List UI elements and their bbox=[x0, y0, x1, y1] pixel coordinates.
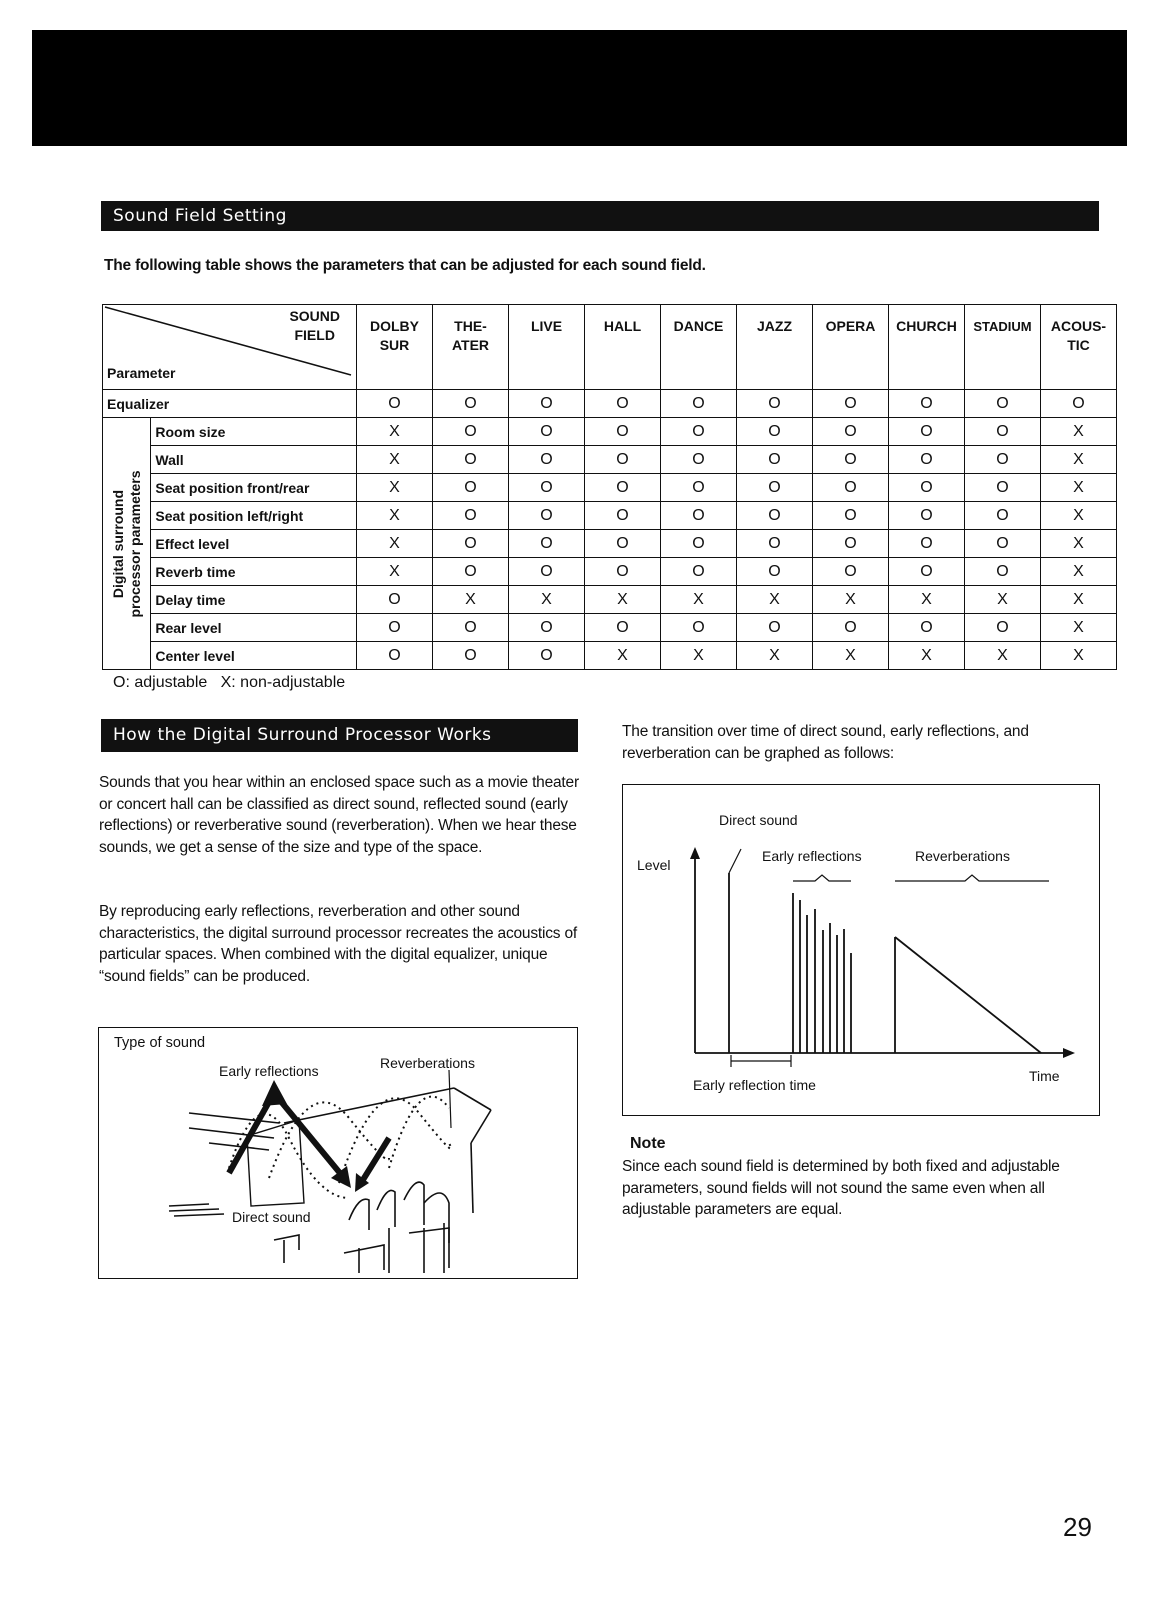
group-label-cell bbox=[103, 418, 151, 670]
cell-value: X bbox=[661, 586, 737, 614]
corner-parameter-label: Parameter bbox=[107, 365, 176, 381]
sound-field-parameter-table bbox=[102, 304, 1117, 670]
table-row bbox=[103, 474, 1117, 502]
cell-value: X bbox=[357, 446, 433, 474]
cell-value: O bbox=[737, 530, 813, 558]
group-label: Digital surround processor parameters bbox=[109, 469, 143, 618]
cell-value: O bbox=[585, 614, 661, 642]
cell-value: X bbox=[737, 642, 813, 670]
row-label: Rear level bbox=[151, 614, 357, 642]
cell-value: O bbox=[813, 418, 889, 446]
cell-value: X bbox=[737, 586, 813, 614]
cell-value: X bbox=[1041, 418, 1117, 446]
cell-value: O bbox=[1041, 390, 1117, 418]
cell-value: X bbox=[813, 642, 889, 670]
cell-value: O bbox=[737, 390, 813, 418]
table-row bbox=[103, 614, 1117, 642]
table-row bbox=[103, 642, 1117, 670]
cell-value: O bbox=[889, 474, 965, 502]
col-header: DOLBY SUR bbox=[357, 305, 433, 390]
figure-sound-transition-graph bbox=[622, 784, 1100, 1116]
paragraph-sound-types: Sounds that you hear within an enclosed space such as a movie theater or concert hall can be classified as direct sound, reflected sound (early reflections) or reverberative sound (reverberation). When we hear these sounds, we get a sense of the size and type of the space. bbox=[99, 774, 579, 856]
cell-value: O bbox=[661, 502, 737, 530]
cell-value: X bbox=[509, 586, 585, 614]
row-label: Seat position left/right bbox=[151, 502, 357, 530]
cell-value: X bbox=[357, 558, 433, 586]
cell-value: O bbox=[509, 558, 585, 586]
cell-value: O bbox=[585, 390, 661, 418]
cell-value: O bbox=[737, 446, 813, 474]
row-label: Effect level bbox=[151, 530, 357, 558]
cell-value: O bbox=[813, 474, 889, 502]
col-header: CHURCH bbox=[889, 305, 965, 390]
cell-value: O bbox=[433, 558, 509, 586]
cell-value: O bbox=[661, 418, 737, 446]
cell-value: O bbox=[661, 558, 737, 586]
cell-value: X bbox=[1041, 558, 1117, 586]
section-header-sound-field: Sound Field Setting bbox=[101, 201, 1099, 231]
cell-value: O bbox=[661, 530, 737, 558]
cell-value: O bbox=[813, 502, 889, 530]
cell-value: O bbox=[965, 530, 1041, 558]
table-header-row bbox=[103, 305, 1117, 390]
room-illustration bbox=[99, 1028, 577, 1278]
cell-value: X bbox=[1041, 446, 1117, 474]
cell-value: X bbox=[889, 642, 965, 670]
top-banner bbox=[32, 30, 1127, 146]
cell-value: O bbox=[813, 614, 889, 642]
section-header-processor: How the Digital Surround Processor Works bbox=[101, 719, 578, 752]
cell-value: O bbox=[357, 642, 433, 670]
cell-value: O bbox=[965, 446, 1041, 474]
cell-value: X bbox=[357, 530, 433, 558]
cell-value: X bbox=[1041, 614, 1117, 642]
table-intro: The following table shows the parameters that can be adjusted for each sound field. bbox=[104, 257, 706, 274]
graph-time-label: Time bbox=[1029, 1068, 1060, 1084]
col-header: ACOUS- TIC bbox=[1041, 305, 1117, 390]
row-label: Equalizer bbox=[103, 390, 357, 418]
figure-title: Type of sound bbox=[114, 1035, 206, 1051]
cell-value: O bbox=[889, 558, 965, 586]
row-label: Room size bbox=[151, 418, 357, 446]
cell-value: X bbox=[889, 586, 965, 614]
cell-value: O bbox=[813, 446, 889, 474]
cell-value: X bbox=[965, 586, 1041, 614]
graph-drawing bbox=[623, 785, 1099, 1115]
cell-value: O bbox=[889, 390, 965, 418]
table-row bbox=[103, 586, 1117, 614]
cell-value: O bbox=[585, 530, 661, 558]
col-header: STADIUM bbox=[965, 305, 1041, 390]
cell-value: O bbox=[357, 390, 433, 418]
cell-value: X bbox=[357, 418, 433, 446]
page-number: 29 bbox=[1063, 1512, 1092, 1542]
table-corner-cell bbox=[103, 305, 357, 390]
cell-value: O bbox=[357, 614, 433, 642]
cell-value: O bbox=[889, 614, 965, 642]
cell-value: O bbox=[889, 418, 965, 446]
cell-value: O bbox=[813, 558, 889, 586]
graph-reverberations-label: Reverberations bbox=[915, 848, 1010, 864]
cell-value: O bbox=[965, 558, 1041, 586]
cell-value: O bbox=[585, 418, 661, 446]
col-header: DANCE bbox=[661, 305, 737, 390]
table-legend: O: adjustable X: non-adjustable bbox=[113, 674, 346, 691]
cell-value: O bbox=[433, 390, 509, 418]
col-header: HALL bbox=[585, 305, 661, 390]
cell-value: X bbox=[433, 586, 509, 614]
cell-value: O bbox=[737, 502, 813, 530]
row-label: Seat position front/rear bbox=[151, 474, 357, 502]
col-header: JAZZ bbox=[737, 305, 813, 390]
note-text: Since each sound field is determined by both fixed and adjustable parameters, sound fields will not sound the same even when all adjustable parameters are equal. bbox=[622, 1158, 1060, 1218]
cell-value: O bbox=[509, 446, 585, 474]
cell-value: X bbox=[357, 502, 433, 530]
cell-value: O bbox=[585, 502, 661, 530]
cell-value: O bbox=[965, 474, 1041, 502]
cell-value: O bbox=[585, 558, 661, 586]
row-label: Center level bbox=[151, 642, 357, 670]
cell-value: X bbox=[1041, 502, 1117, 530]
corner-sound-field-label: SOUND FIELD bbox=[289, 308, 340, 343]
cell-value: O bbox=[661, 446, 737, 474]
cell-value: O bbox=[509, 530, 585, 558]
cell-value: O bbox=[737, 558, 813, 586]
cell-value: O bbox=[433, 530, 509, 558]
cell-value: X bbox=[585, 642, 661, 670]
table-row bbox=[103, 418, 1117, 446]
cell-value: O bbox=[965, 502, 1041, 530]
row-label: Delay time bbox=[151, 586, 357, 614]
cell-value: O bbox=[965, 390, 1041, 418]
cell-value: O bbox=[509, 474, 585, 502]
table-row bbox=[103, 502, 1117, 530]
cell-value: O bbox=[357, 586, 433, 614]
cell-value: O bbox=[585, 446, 661, 474]
direct-sound-label: Direct sound bbox=[232, 1209, 311, 1225]
cell-value: X bbox=[661, 642, 737, 670]
cell-value: O bbox=[661, 390, 737, 418]
paragraph-reproduction: By reproducing early reflections, reverberation and other sound characteristics, the digital surround processor recreates the acoustics of particular spaces. When combined with the digital equalizer, unique “sound fields” can be produced. bbox=[99, 903, 577, 985]
note-title: Note bbox=[630, 1135, 666, 1152]
cell-value: O bbox=[433, 474, 509, 502]
reverberations-label: Reverberations bbox=[380, 1055, 475, 1071]
cell-value: X bbox=[965, 642, 1041, 670]
cell-value: O bbox=[509, 642, 585, 670]
cell-value: O bbox=[813, 390, 889, 418]
table-row bbox=[103, 530, 1117, 558]
col-header: OPERA bbox=[813, 305, 889, 390]
col-header: LIVE bbox=[509, 305, 585, 390]
cell-value: X bbox=[585, 586, 661, 614]
cell-value: X bbox=[1041, 642, 1117, 670]
cell-value: O bbox=[737, 614, 813, 642]
cell-value: O bbox=[509, 502, 585, 530]
cell-value: O bbox=[737, 474, 813, 502]
cell-value: O bbox=[509, 418, 585, 446]
cell-value: X bbox=[1041, 474, 1117, 502]
row-label: Wall bbox=[151, 446, 357, 474]
cell-value: O bbox=[433, 418, 509, 446]
cell-value: O bbox=[813, 530, 889, 558]
table-row bbox=[103, 446, 1117, 474]
row-label: Reverb time bbox=[151, 558, 357, 586]
graph-level-label: Level bbox=[637, 857, 671, 873]
early-reflections-label: Early reflections bbox=[219, 1063, 319, 1079]
cell-value: O bbox=[965, 418, 1041, 446]
cell-value: X bbox=[1041, 586, 1117, 614]
cell-value: O bbox=[965, 614, 1041, 642]
cell-value: O bbox=[433, 446, 509, 474]
cell-value: X bbox=[357, 474, 433, 502]
cell-value: O bbox=[889, 446, 965, 474]
cell-value: O bbox=[661, 474, 737, 502]
table-row bbox=[103, 558, 1117, 586]
cell-value: O bbox=[737, 418, 813, 446]
paragraph-transition: The transition over time of direct sound, early reflections, and reverberation can be graphed as follows: bbox=[622, 723, 1029, 762]
cell-value: O bbox=[889, 502, 965, 530]
cell-value: X bbox=[813, 586, 889, 614]
cell-value: O bbox=[433, 642, 509, 670]
graph-direct-sound-label: Direct sound bbox=[719, 812, 798, 828]
cell-value: O bbox=[509, 390, 585, 418]
graph-early-reflection-time-label: Early reflection time bbox=[693, 1077, 816, 1093]
cell-value: O bbox=[889, 530, 965, 558]
cell-value: X bbox=[1041, 530, 1117, 558]
cell-value: O bbox=[585, 474, 661, 502]
cell-value: O bbox=[433, 502, 509, 530]
table-row-equalizer bbox=[103, 390, 1117, 418]
col-header: THE- ATER bbox=[433, 305, 509, 390]
graph-early-reflections-label: Early reflections bbox=[762, 848, 862, 864]
cell-value: O bbox=[661, 614, 737, 642]
figure-type-of-sound bbox=[98, 1027, 578, 1279]
cell-value: O bbox=[433, 614, 509, 642]
cell-value: O bbox=[509, 614, 585, 642]
